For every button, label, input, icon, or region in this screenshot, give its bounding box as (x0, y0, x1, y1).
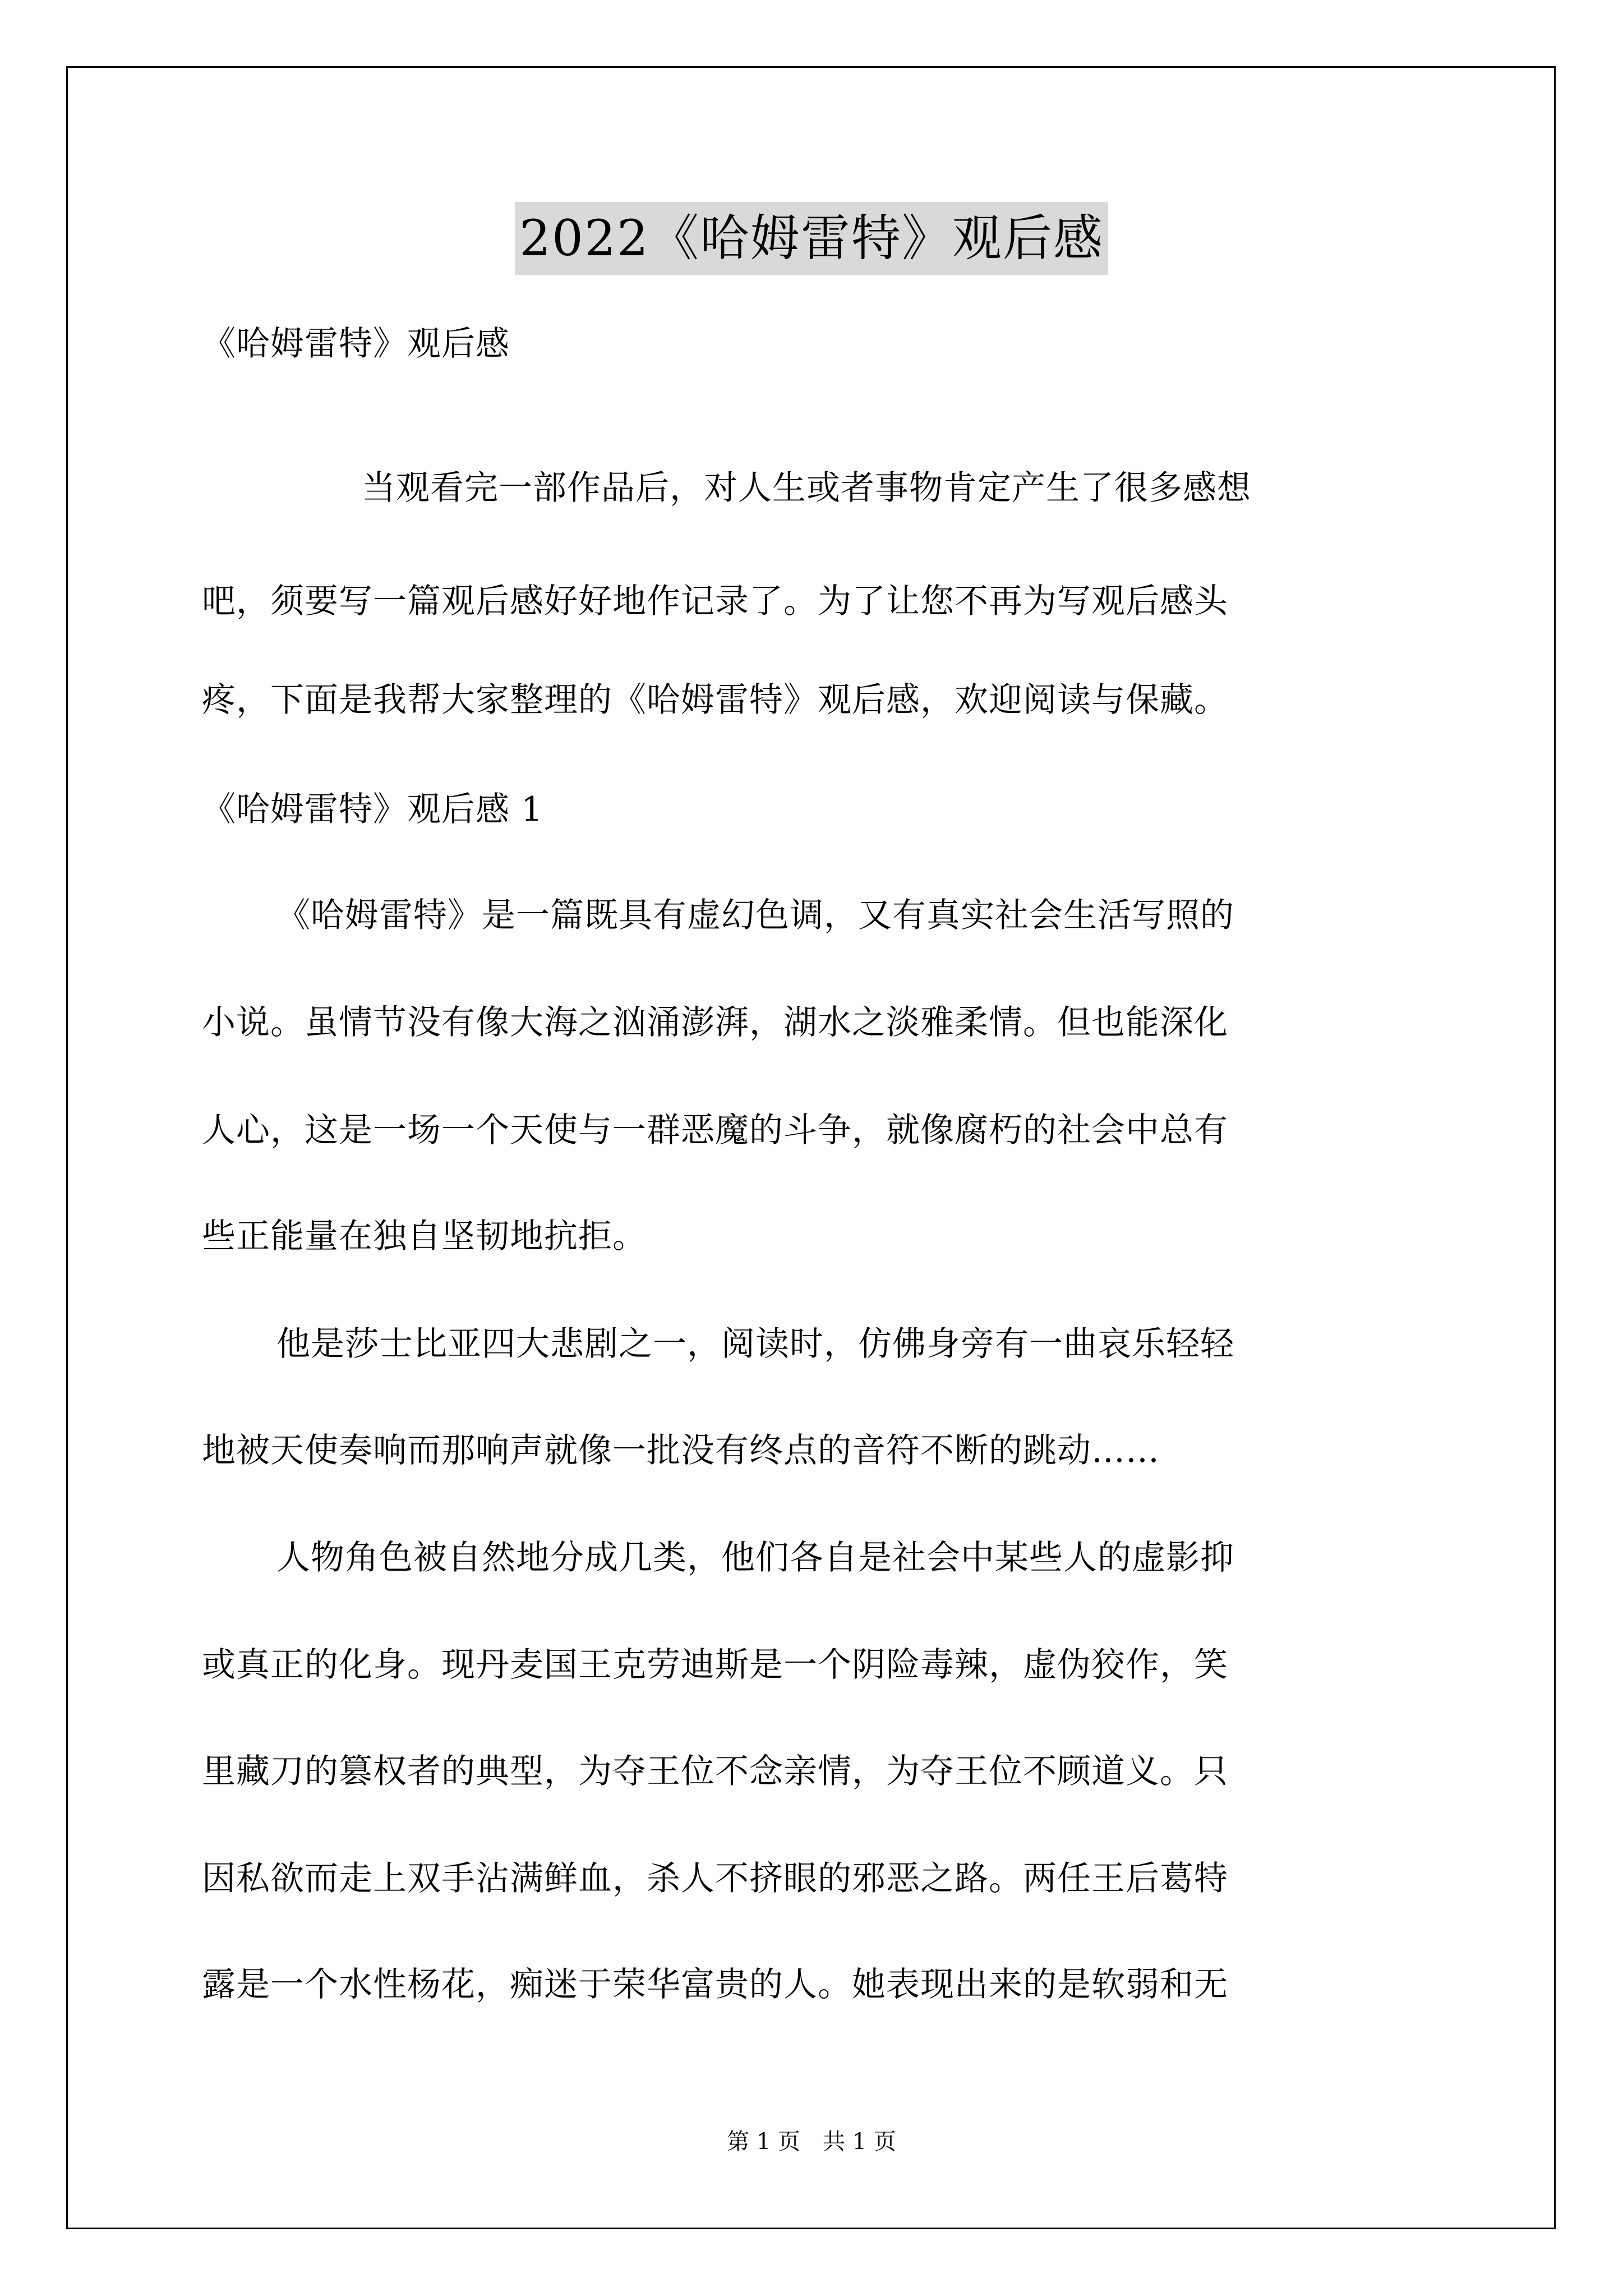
paragraph-line: 露是一个水性杨花，痴迷于荣华富贵的人。她表现出来的是软弱和无 (202, 1965, 1228, 2004)
intro-line: 当观看完一部作品后，对人生或者事物肯定产生了很多感想 (362, 468, 1251, 508)
section-heading: 《哈姆雷特》观后感 1 (202, 790, 543, 829)
paragraph-line: 《哈姆雷特》是一篇既具有虚幻色调，又有真实社会生活写照的 (276, 896, 1234, 935)
subtitle: 《哈姆雷特》观后感 (202, 324, 510, 364)
paragraph-line: 人物角色被自然地分成几类，他们各自是社会中某些人的虚影抑 (276, 1538, 1234, 1577)
title-container (0, 202, 1623, 275)
paragraph-line: 或真正的化身。现丹麦国王克劳迪斯是一个阴险毒辣，虚伪狡作，笑 (202, 1645, 1228, 1685)
intro-line: 疼，下面是我帮大家整理的《哈姆雷特》观后感，欢迎阅读与保藏。 (202, 680, 1228, 720)
document-title: 2022《哈姆雷特》观后感 (515, 202, 1108, 275)
intro-line: 吧，须要写一篇观后感好好地作记录了。为了让您不再为写观后感头 (202, 582, 1228, 621)
paragraph-line: 小说。虽情节没有像大海之汹涌澎湃，湖水之淡雅柔情。但也能深化 (202, 1003, 1228, 1042)
paragraph-line: 因私欲而走上双手沾满鲜血，杀人不挤眼的邪恶之路。两任王后葛特 (202, 1859, 1228, 1898)
paragraph-line: 些正能量在独自坚韧地抗拒。 (202, 1217, 647, 1256)
paragraph-line: 他是莎士比亚四大悲剧之一，阅读时，仿佛身旁有一曲哀乐轻轻 (276, 1324, 1234, 1364)
paragraph-line: 地被天使奏响而那响声就像一批没有终点的音符不断的跳动…… (202, 1431, 1160, 1470)
page-number-footer: 第 1 页 共 1 页 (727, 2129, 896, 2155)
paragraph-line: 人心，这是一场一个天使与一群恶魔的斗争，就像腐朽的社会中总有 (202, 1111, 1228, 1150)
paragraph-line: 里藏刀的篡权者的典型，为夺王位不念亲情，为夺王位不顾道义。只 (202, 1752, 1228, 1791)
